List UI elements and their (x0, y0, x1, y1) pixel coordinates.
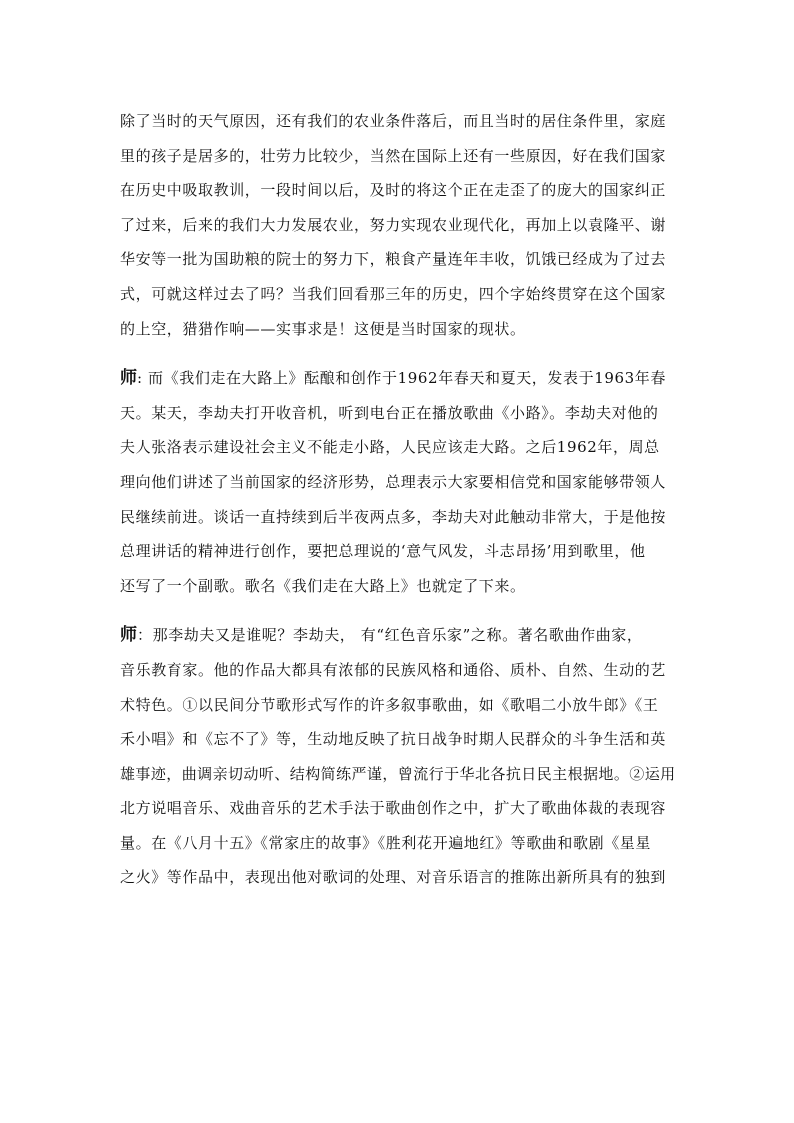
text-line: ：那李劫夫又是谁呢？李劫夫， 有“红色音乐家”之称。著名歌曲作曲家， (137, 626, 643, 645)
text-line: 除了当时的天气原因，还有我们的农业条件落后，而且当时的居住条件里，家庭 (120, 112, 667, 130)
speaker-label: 师 (120, 625, 137, 646)
paragraph-first-line (120, 361, 676, 396)
text-line: 音乐教育家。他的作品大都具有浓郁的民族风格和通俗、质朴、自然、生动的艺 (120, 660, 667, 679)
text-line: 还写了一个副歌。歌名《我们走在大路上》也就定了下来。 (120, 576, 526, 595)
text-line: 在历史中吸取教训，一段时间以后，及时的将这个正在走歪了的庞大的国家纠正 (120, 181, 667, 200)
text-line: 理向他们讲述了当前国家的经济形势，总理表示大家要相信党和国家能够带领人 (120, 472, 667, 491)
paragraph-gap (120, 346, 676, 361)
text-line: 夫人张洛表示建设社会主义不能走小路，人民应该走大路。之后1962年，周总 (120, 438, 660, 457)
paragraph-2 (120, 361, 676, 603)
text-line: 量。在《八月十五》《常家庄的故事》《胜利花开遍地红》等歌曲和歌剧《星星 (120, 833, 652, 852)
text-line: 总理讲话的精神进行创作，要把总理说的‘意气风发，斗志昂扬’用到歌里，他 (120, 542, 646, 561)
text-line: 术特色。①以民间分节歌形式写作的许多叙事歌曲，如《歌唱二小放牛郎》《王 (120, 695, 659, 714)
text-line: 北方说唱音乐、戏曲音乐的艺术手法于歌曲创作之中，扩大了歌曲体裁的表现容 (120, 799, 667, 818)
text-line: 式，可就这样过去了吗？当我们回看那三年的历史，四个字始终贯穿在这个国家 (120, 284, 667, 303)
speaker-label: 师 (120, 368, 137, 389)
text-line: 雄事迹，曲调亲切动听、结构简练严谨，曾流行于华北各抗日民主根据地。②运用 (120, 764, 676, 783)
text-line: 的上空，猎猎作响——实事求是！这便是当时国家的现状。 (120, 319, 526, 338)
paragraph-first-line (120, 618, 676, 653)
text-line: 天。某天，李劫夫打开收音机，听到电台正在播放歌曲《小路》。李劫夫对他的 (120, 403, 659, 422)
text-line: : 而《我们走在大路上》酝酿和创作于1962年春天和夏天，发表于1963年春 (137, 369, 666, 388)
text-line: 里的孩子是居多的，壮劳力比较少，当然在国际上还有一些原因，好在我们国家 (120, 146, 667, 165)
paragraph-3 (120, 618, 676, 895)
text-line: 民继续前进。谈话一直持续到后半夜两点多，李劫夫对此触动非常大，于是他按 (120, 507, 667, 526)
text-line: 之火》等作品中，表现出他对歌词的处理、对音乐语言的推陈出新所具有的独到 (120, 868, 667, 887)
paragraph-1 (120, 104, 676, 346)
paragraph-gap (120, 603, 676, 618)
text-line: 禾小唱》和《忘不了》等，生动地反映了抗日战争时期人民群众的斗争生活和英 (120, 730, 667, 749)
text-line: 了过来，后来的我们大力发展农业，努力实现农业现代化，再加上以袁隆平、谢 (120, 215, 667, 234)
text-line: 华安等一批为国助粮的院士的努力下，粮食产量连年丰收，饥饿已经成为了过去 (120, 250, 667, 269)
